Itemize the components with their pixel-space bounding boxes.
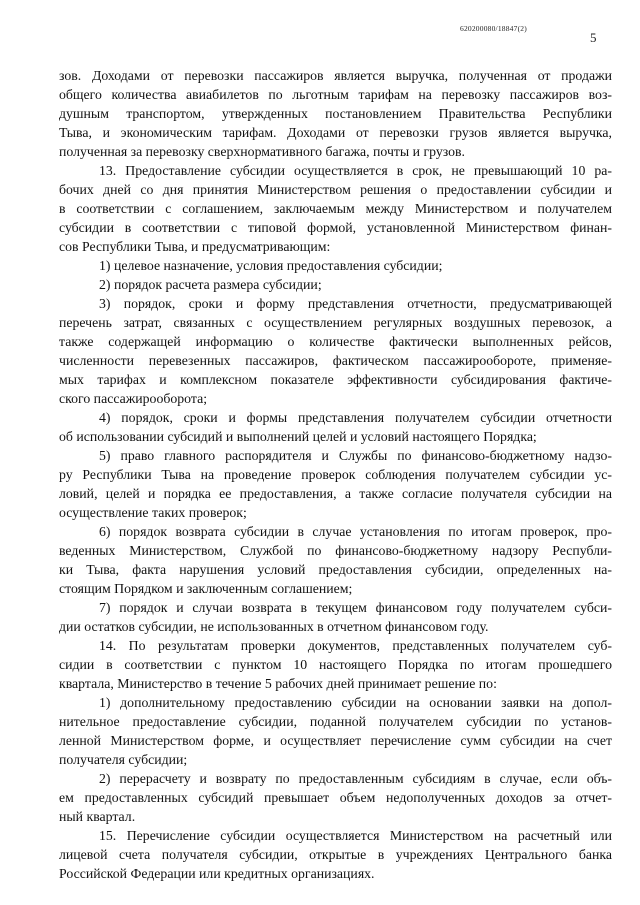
text-line: об использовании субсидий и выполнений целей и условий настоящего Порядка; [59,429,537,444]
text-line: общего количества авиабилетов по льготным тарифам на перевозку пассажиров воз- [59,87,612,102]
text-line: субсидии в соответствии с типовой формой, установленной Министерством финан- [59,220,612,235]
text-line: зов. Доходами от перевозки пассажиров является выручка, полученная от продажи [59,68,612,83]
text-line: в соответствии с соглашением, заключаемым между Министерством и получателем [59,201,612,216]
text-line: ского пассажирооборота; [59,391,208,406]
text-line: получателя субсидии; [59,752,188,767]
text-line: ру Республики Тыва на проведение проверок соблюдения получателем субсидии ус- [59,467,612,482]
text-line: 3) порядок, сроки и форму представления отчетности, предусматривающей [99,296,612,311]
text-line: Тыва, и экономическим тарифам. Доходами от перевозки грузов является выручка, [59,125,612,140]
text-line: Российской Федерации или кредитных организациях. [59,866,375,881]
text-line: ем предоставленных субсидий превышает объем недополученных доходов за отчет- [59,790,612,805]
page-number: 5 [590,30,597,45]
text-line: осуществление таких проверок; [59,505,247,520]
text-line: ловий, целей и порядка ее предоставления, а также согласие получателя субсидии на [59,486,612,501]
text-line: 13. Предоставление субсидии осуществляется в срок, не превышающий 10 ра- [99,163,612,178]
text-line: ленной Министерством форме, и осуществляет перечисление сумм субсидии на счет [59,733,612,748]
text-line: сидии в соответствии с пунктом 10 настоящего Порядка по итогам прошедшего [59,657,612,672]
text-line: 15. Перечисление субсидии осуществляется Министерством на расчетный или [99,828,612,843]
text-line: нительное предоставление субсидии, поданной получателем субсидии по установ- [59,714,612,729]
text-line: 2) перерасчету и возврату по предоставленным субсидиям в случае, если объ- [99,771,612,786]
text-line: 5) право главного распорядителя и Службы по финансово-бюджетному надзо- [99,448,612,463]
text-line: 1) целевое назначение, условия предоставления субсидии; [99,258,443,273]
text-line: 6) порядок возврата субсидии в случае установления по итогам проверок, про- [99,524,612,539]
text-line: сов Республики Тыва, и предусматривающим: [59,239,331,254]
text-line: численности перевезенных пассажиров, фактическом пассажирообороте, применяе- [59,353,612,368]
text-line: полученная за перевозку сверхнормативного багажа, почты и грузов. [59,144,465,159]
text-line: 14. По результатам проверки документов, представленных получателем суб- [99,638,612,653]
text-line: 7) порядок и случаи возврата в текущем финансовом году получателем субси- [99,600,612,615]
text-line: ный квартал. [59,809,136,824]
text-line: 4) порядок, сроки и формы представления получателем субсидии отчетности [99,410,612,425]
text-line: душным транспортом, утвержденных постановлением Правительства Республики [59,106,612,121]
text-line: веденных Министерством, Службой по финансово-бюджетному надзору Республи- [59,543,612,558]
text-line: бочих дней со дня принятия Министерством решения о предоставлении субсидии и [59,182,612,197]
text-line: лицевой счета получателя субсидии, открытые в учреждениях Центрального банка [59,847,612,862]
text-line: перечень затрат, связанных с осуществлением регулярных воздушных перевозок, а [59,315,612,330]
text-line: 1) дополнительному предоставлению субсидии на основании заявки на допол- [99,695,612,710]
text-line: ки Тыва, факта нарушения условий предоставления субсидии, определенных на- [59,562,612,577]
text-line: стоящим Порядком и заключенным соглашением; [59,581,353,596]
document-id: 620200080/18847(2) [460,24,527,33]
document-body [59,66,612,883]
text-line: квартала, Министерство в течение 5 рабочих дней принимает решение по: [59,676,497,691]
text-line: мых тарифах и комплексном показателе эффективности субсидирования фактиче- [59,372,612,387]
text-line: 2) порядок расчета размера субсидии; [99,277,322,292]
text-line: также содержащей информацию о количестве фактически выполненных рейсов, [59,334,612,349]
text-line: дии остатков субсидии, не использованных в отчетном финансовом году. [59,619,489,634]
